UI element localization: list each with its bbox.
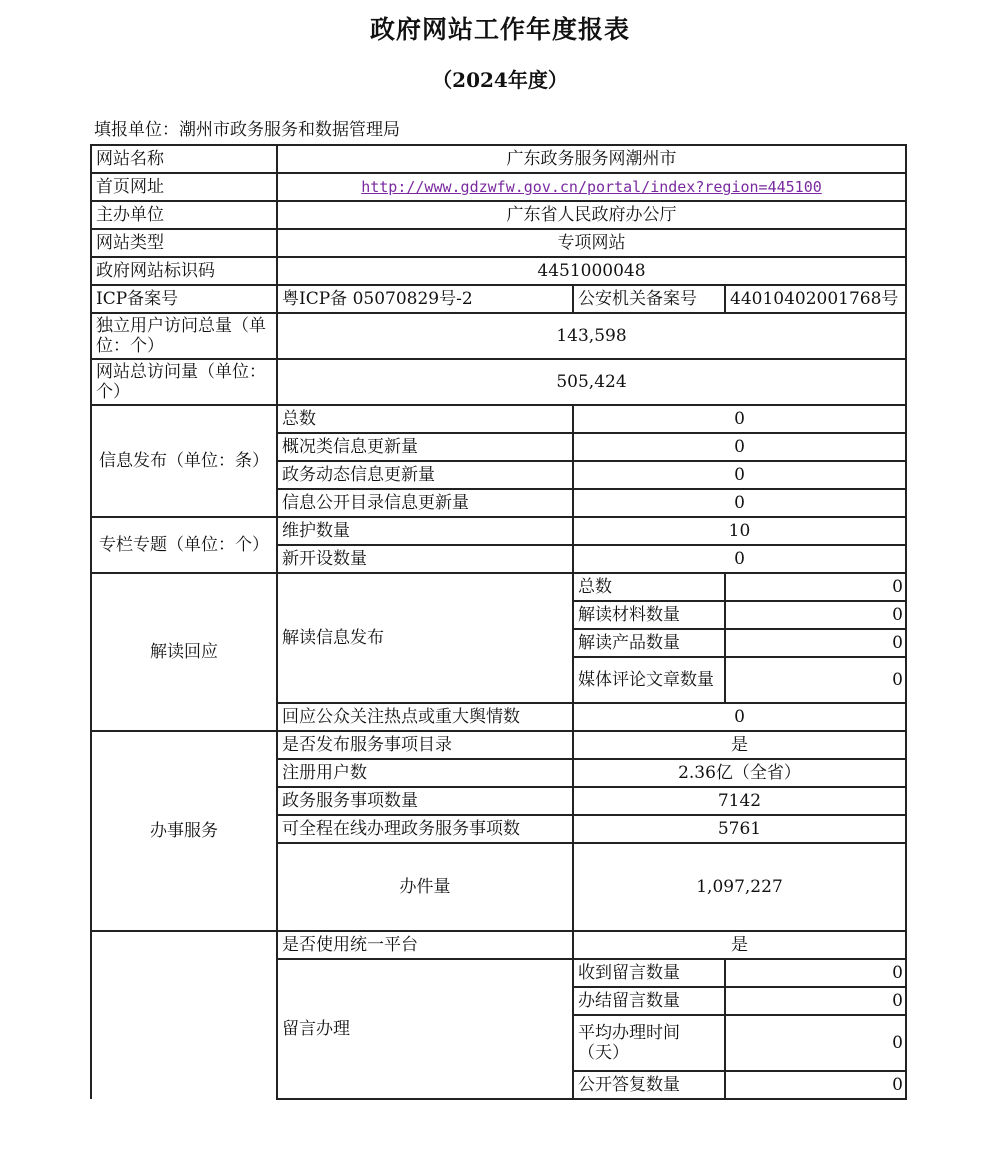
table-row bbox=[91, 313, 906, 359]
table-row bbox=[91, 201, 906, 229]
site-code-value: 4451000048 bbox=[277, 257, 906, 285]
interp-label: 解读产品数量 bbox=[573, 629, 725, 657]
service-value: 2.36亿（全省） bbox=[573, 759, 906, 787]
sponsor-label: 主办单位 bbox=[91, 201, 277, 229]
table-row bbox=[91, 731, 906, 759]
table-row bbox=[91, 517, 906, 545]
icp-label: ICP备案号 bbox=[91, 285, 277, 313]
site-code-label: 政府网站标识码 bbox=[91, 257, 277, 285]
msg-row-value: 0 bbox=[725, 959, 906, 987]
pv-value: 505,424 bbox=[277, 359, 906, 405]
report-title: 政府网站工作年度报表 bbox=[369, 15, 630, 44]
response-label: 回应公众关注热点或重大舆情数 bbox=[277, 703, 573, 731]
service-label: 可全程在线办理政务服务事项数 bbox=[277, 815, 573, 843]
interp-label: 总数 bbox=[573, 573, 725, 601]
table-row bbox=[91, 173, 906, 201]
interaction-group-label bbox=[91, 931, 277, 1099]
service-value: 7142 bbox=[573, 787, 906, 815]
info-label: 信息公开目录信息更新量 bbox=[277, 489, 573, 517]
interp-value: 0 bbox=[725, 657, 906, 703]
homepage-cell bbox=[277, 173, 906, 201]
filler-unit: 填报单位：潮州市政务服务和数据管理局 bbox=[94, 120, 400, 140]
info-label: 概况类信息更新量 bbox=[277, 433, 573, 461]
msg-row-label: 收到留言数量 bbox=[573, 959, 725, 987]
site-type-value: 专项网站 bbox=[277, 229, 906, 257]
interp-group-label: 解读回应 bbox=[91, 573, 277, 731]
info-value: 0 bbox=[573, 405, 906, 433]
platform-value: 是 bbox=[573, 931, 906, 959]
service-label: 政务服务事项数量 bbox=[277, 787, 573, 815]
column-group-label: 专栏专题（单位：个） bbox=[91, 517, 277, 573]
msg-row-label: 平均办理时间（天） bbox=[573, 1015, 725, 1071]
table-row bbox=[91, 405, 906, 433]
interp-sub-label: 解读信息发布 bbox=[277, 573, 573, 703]
msg-row-value: 0 bbox=[725, 1015, 906, 1071]
service-value: 1,097,227 bbox=[573, 843, 906, 931]
homepage-link[interactable]: http://www.gdzwfw.gov.cn/portal/index?region=445100 bbox=[361, 178, 822, 196]
sponsor-value: 广东省人民政府办公厅 bbox=[277, 201, 906, 229]
site-name-label: 网站名称 bbox=[91, 145, 277, 173]
interp-label: 媒体评论文章数量 bbox=[573, 657, 725, 703]
table-row bbox=[91, 285, 906, 313]
table-row bbox=[91, 573, 906, 601]
info-label: 政务动态信息更新量 bbox=[277, 461, 573, 489]
table-row bbox=[91, 257, 906, 285]
column-label: 维护数量 bbox=[277, 517, 573, 545]
service-value: 是 bbox=[573, 731, 906, 759]
homepage-label: 首页网址 bbox=[91, 173, 277, 201]
report-table bbox=[90, 144, 907, 1100]
service-label: 是否发布服务事项目录 bbox=[277, 731, 573, 759]
platform-label: 是否使用统一平台 bbox=[277, 931, 573, 959]
service-label: 注册用户数 bbox=[277, 759, 573, 787]
info-group-label: 信息发布（单位：条） bbox=[91, 405, 277, 517]
uv-label: 独立用户访问总量（单位：个） bbox=[91, 313, 277, 359]
table-row bbox=[91, 359, 906, 405]
uv-value: 143,598 bbox=[277, 313, 906, 359]
pv-label: 网站总访问量（单位：个） bbox=[91, 359, 277, 405]
police-value: 44010402001768号 bbox=[725, 285, 906, 313]
site-type-label: 网站类型 bbox=[91, 229, 277, 257]
msg-label: 留言办理 bbox=[277, 959, 573, 1099]
interp-value: 0 bbox=[725, 573, 906, 601]
interp-label: 解读材料数量 bbox=[573, 601, 725, 629]
service-value: 5761 bbox=[573, 815, 906, 843]
column-value: 10 bbox=[573, 517, 906, 545]
info-value: 0 bbox=[573, 461, 906, 489]
msg-row-label: 办结留言数量 bbox=[573, 987, 725, 1015]
service-label: 办件量 bbox=[277, 843, 573, 931]
column-label: 新开设数量 bbox=[277, 545, 573, 573]
msg-row-value: 0 bbox=[725, 1071, 906, 1099]
report-year: （2024年度） bbox=[432, 68, 568, 92]
table-row bbox=[91, 145, 906, 173]
info-value: 0 bbox=[573, 433, 906, 461]
site-name-value: 广东政务服务网潮州市 bbox=[277, 145, 906, 173]
column-value: 0 bbox=[573, 545, 906, 573]
interp-value: 0 bbox=[725, 601, 906, 629]
msg-row-label: 公开答复数量 bbox=[573, 1071, 725, 1099]
info-value: 0 bbox=[573, 489, 906, 517]
interp-value: 0 bbox=[725, 629, 906, 657]
response-value: 0 bbox=[573, 703, 906, 731]
info-label: 总数 bbox=[277, 405, 573, 433]
table-row bbox=[91, 229, 906, 257]
police-label: 公安机关备案号 bbox=[573, 285, 725, 313]
icp-value: 粤ICP备 05070829号-2 bbox=[277, 285, 573, 313]
msg-row-value: 0 bbox=[725, 987, 906, 1015]
table-row bbox=[91, 931, 906, 959]
service-group-label: 办事服务 bbox=[91, 731, 277, 931]
